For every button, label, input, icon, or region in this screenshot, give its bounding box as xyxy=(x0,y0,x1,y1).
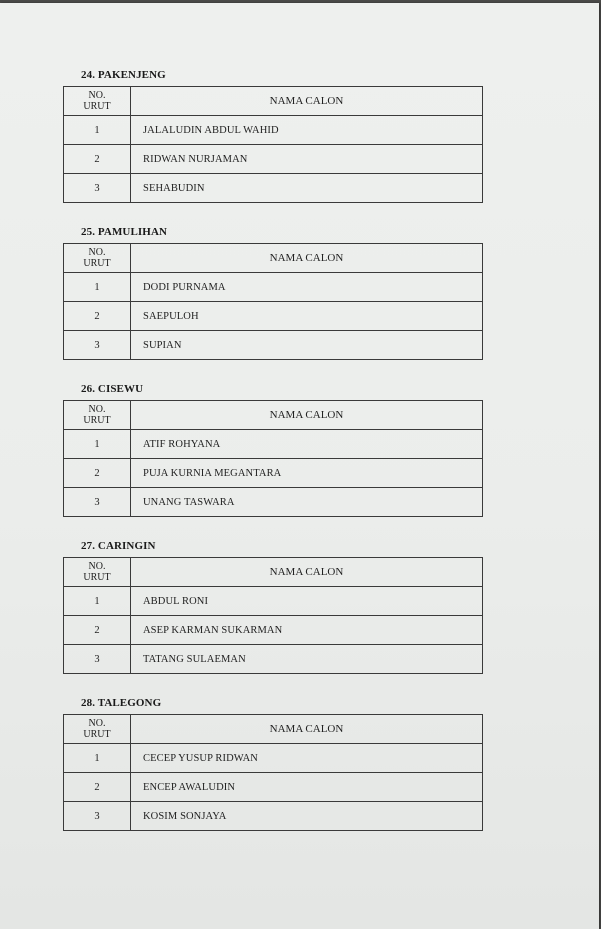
no-label: NO. xyxy=(88,404,106,415)
urut-label: URUT xyxy=(83,101,111,112)
table-row xyxy=(64,302,483,331)
section-title: 25. PAMULIHAN xyxy=(81,226,168,238)
candidate-number: 2 xyxy=(64,302,131,331)
candidate-number: 2 xyxy=(64,616,131,645)
no-label: NO. xyxy=(88,718,106,729)
candidate-number: 3 xyxy=(64,174,131,203)
table-row xyxy=(64,174,483,203)
section-title: 28. TALEGONG xyxy=(81,697,162,709)
candidate-name: ASEP KARMAN SUKARMAN xyxy=(131,616,483,645)
urut-label: URUT xyxy=(83,258,111,269)
no-label: NO. xyxy=(88,90,106,101)
candidate-name: ABDUL RONI xyxy=(131,587,483,616)
candidate-number: 1 xyxy=(64,587,131,616)
candidate-name: RIDWAN NURJAMAN xyxy=(131,145,483,174)
table-row xyxy=(64,331,483,360)
table-header-row xyxy=(64,401,483,430)
table-header-row xyxy=(64,558,483,587)
table-row xyxy=(64,273,483,302)
candidate-number: 1 xyxy=(64,430,131,459)
table-row xyxy=(64,430,483,459)
table-row xyxy=(64,116,483,145)
table-row xyxy=(64,645,483,674)
urut-label: URUT xyxy=(83,415,111,426)
candidate-table xyxy=(63,86,483,203)
candidate-name: SUPIAN xyxy=(131,331,483,360)
nama-calon-header: NAMA CALON xyxy=(131,244,483,273)
document-page xyxy=(0,3,599,929)
candidate-table xyxy=(63,400,483,517)
no-urut-header xyxy=(64,244,131,273)
nama-calon-header: NAMA CALON xyxy=(131,715,483,744)
candidate-table xyxy=(63,714,483,831)
candidate-number: 2 xyxy=(64,459,131,488)
nama-calon-header: NAMA CALON xyxy=(131,87,483,116)
no-urut-header xyxy=(64,401,131,430)
table-row xyxy=(64,488,483,517)
table-header-row xyxy=(64,87,483,116)
no-urut-header xyxy=(64,558,131,587)
section-title: 27. CARINGIN xyxy=(81,540,156,552)
table-row xyxy=(64,145,483,174)
candidate-name: SEHABUDIN xyxy=(131,174,483,203)
no-urut-header xyxy=(64,87,131,116)
table-row xyxy=(64,773,483,802)
candidate-table xyxy=(63,243,483,360)
no-label: NO. xyxy=(88,561,106,572)
candidate-name: PUJA KURNIA MEGANTARA xyxy=(131,459,483,488)
section-title: 26. CISEWU xyxy=(81,383,144,395)
urut-label: URUT xyxy=(83,729,111,740)
table-row xyxy=(64,802,483,831)
candidate-name: CECEP YUSUP RIDWAN xyxy=(131,744,483,773)
candidate-name: UNANG TASWARA xyxy=(131,488,483,517)
nama-calon-header: NAMA CALON xyxy=(131,558,483,587)
candidate-number: 1 xyxy=(64,273,131,302)
candidate-number: 3 xyxy=(64,645,131,674)
table-row xyxy=(64,459,483,488)
candidate-name: JALALUDIN ABDUL WAHID xyxy=(131,116,483,145)
candidate-number: 3 xyxy=(64,488,131,517)
table-row xyxy=(64,616,483,645)
candidate-table xyxy=(63,557,483,674)
candidate-name: ATIF ROHYANA xyxy=(131,430,483,459)
no-label: NO. xyxy=(88,247,106,258)
candidate-name: KOSIM SONJAYA xyxy=(131,802,483,831)
candidate-name: ENCEP AWALUDIN xyxy=(131,773,483,802)
nama-calon-header: NAMA CALON xyxy=(131,401,483,430)
candidate-number: 2 xyxy=(64,773,131,802)
candidate-number: 1 xyxy=(64,744,131,773)
no-urut-header xyxy=(64,715,131,744)
table-row xyxy=(64,587,483,616)
candidate-number: 2 xyxy=(64,145,131,174)
table-row xyxy=(64,744,483,773)
candidate-number: 1 xyxy=(64,116,131,145)
candidate-number: 3 xyxy=(64,331,131,360)
section-title: 24. PAKENJENG xyxy=(81,69,166,81)
candidate-number: 3 xyxy=(64,802,131,831)
candidate-name: TATANG SULAEMAN xyxy=(131,645,483,674)
urut-label: URUT xyxy=(83,572,111,583)
candidate-name: DODI PURNAMA xyxy=(131,273,483,302)
table-header-row xyxy=(64,715,483,744)
candidate-name: SAEPULOH xyxy=(131,302,483,331)
table-header-row xyxy=(64,244,483,273)
